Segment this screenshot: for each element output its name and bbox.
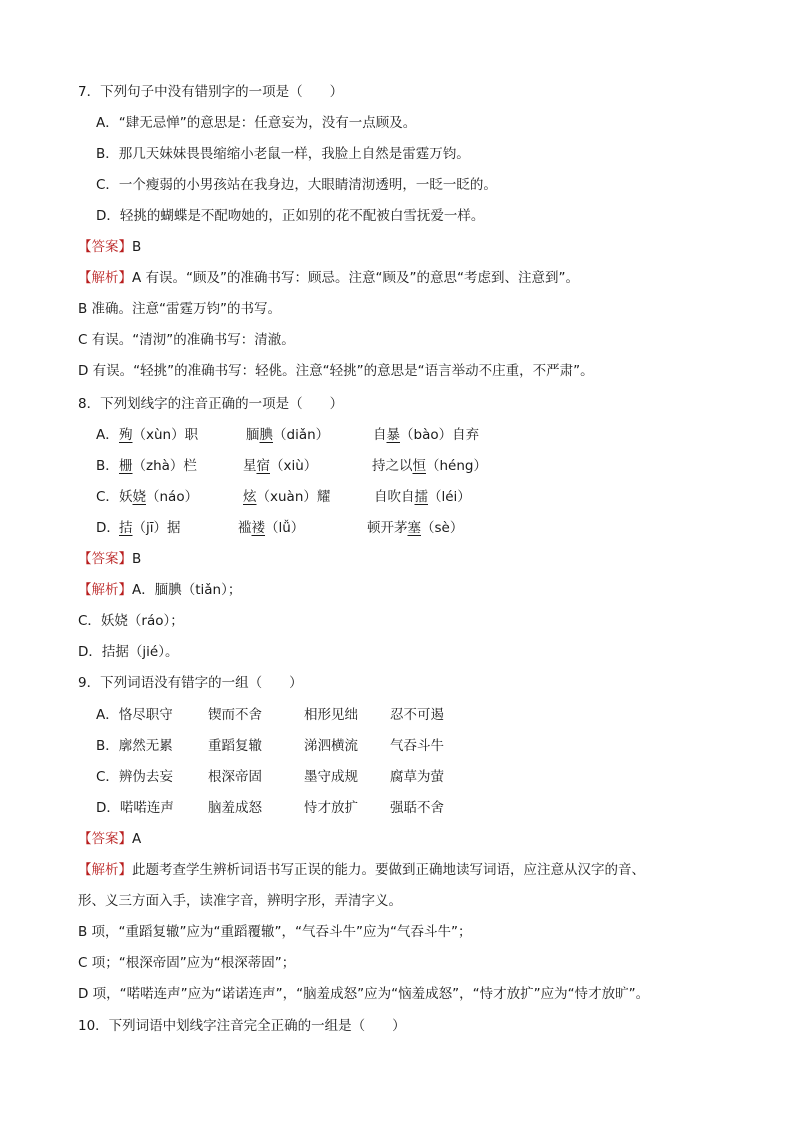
plain-char: 腼 [246, 427, 260, 443]
pinyin-text: （sè） [421, 520, 464, 536]
underlined-char: 娆 [132, 489, 146, 505]
plain-char: 褴 [238, 520, 252, 536]
option-word-4: 气吞斗牛 [390, 738, 444, 754]
option-word-4: 强聒不舍 [390, 800, 444, 816]
option-word-2: 脑羞成怒 [208, 800, 262, 816]
option-word-4: 腐草为萤 [390, 769, 444, 785]
option-item-2 [246, 425, 329, 445]
answer-value: B [132, 239, 142, 255]
q7-analysis-2: B 准确。注意“雷霆万钧”的书写。 [78, 301, 282, 317]
question-9-stem: 9．下列词语没有错字的一组（ ） [78, 675, 303, 691]
answer-tag: 【答案】 [78, 551, 132, 567]
q9-analysis-2: 形、义三方面入手，读准字音，辨明字形，弄清字义。 [78, 893, 402, 909]
pinyin-text: （zhà）栏 [132, 458, 197, 474]
q7-analysis-1 [78, 268, 579, 288]
underlined-char: 宿 [256, 458, 270, 474]
analysis-text: A．腼腆（tiǎn）； [132, 582, 242, 598]
option-item-2 [238, 518, 304, 538]
q8-analysis-2: C．妖娆（ráo）； [78, 613, 184, 629]
pinyin-text: （lǚ） [265, 520, 305, 536]
analysis-tag: 【解析】 [78, 862, 132, 878]
pinyin-text: （náo） [146, 489, 199, 505]
q9-analysis-1 [78, 860, 645, 880]
answer-tag: 【答案】 [78, 239, 132, 255]
pinyin-text: （léi） [428, 489, 471, 505]
option-word-1: B．廓然无累 [96, 738, 173, 754]
option-item-1 [119, 487, 198, 507]
pinyin-text: （xuàn）耀 [256, 489, 331, 505]
q7-answer [78, 237, 141, 257]
underlined-char: 拮 [119, 520, 133, 536]
q9-analysis-5: D 项，“喏喏连声”应为“诺诺连声”，“脑羞成怒”应为“恼羞成怒”，“恃才放扩”应为“恃才放旷”。 [78, 986, 650, 1002]
q7-analysis-3: C 有误。“清沏”的准确书写：清澈。 [78, 332, 295, 348]
underlined-char: 栅 [119, 458, 133, 474]
option-item-3 [367, 518, 463, 538]
option-label: B． [96, 458, 119, 474]
q8-analysis-1 [78, 580, 241, 600]
option-word-2: 锲而不舍 [208, 707, 262, 723]
question-10-stem: 10．下列词语中划线字注音完全正确的一组是（ ） [78, 1018, 406, 1034]
q8-analysis-3: D．拮据（jié）。 [78, 644, 179, 660]
plain-char: 顿开茅 [367, 520, 408, 536]
q8-answer [78, 549, 141, 569]
plain-char: 自吹自 [374, 489, 415, 505]
q7-option-a: A．“肆无忌惮”的意思是：任意妄为，没有一点顾及。 [96, 115, 417, 131]
question-8-stem: 8．下列划线字的注音正确的一项是（ ） [78, 396, 344, 412]
option-word-1: C．辨伪去妄 [96, 769, 173, 785]
q9-answer [78, 829, 141, 849]
option-label: A． [96, 427, 119, 443]
pinyin-text: （xùn）职 [132, 427, 199, 443]
answer-value: B [132, 551, 142, 567]
plain-char: 持之以 [372, 458, 413, 474]
underlined-char: 恒 [412, 458, 426, 474]
pinyin-text: （héng） [426, 458, 487, 474]
option-label: C． [96, 489, 119, 505]
underlined-char: 擂 [414, 489, 428, 505]
q9-analysis-4: C 项；“根深帝固”应为“根深蒂固”； [78, 955, 296, 971]
option-word-3: 相形见绌 [304, 707, 358, 723]
plain-char: 自 [373, 427, 387, 443]
underlined-char: 暴 [386, 427, 400, 443]
answer-value: A [132, 831, 142, 847]
option-word-3: 墨守成规 [304, 769, 358, 785]
pinyin-text: （diǎn） [273, 427, 330, 443]
option-item-1 [119, 425, 198, 445]
analysis-text: A 有误。“顾及”的准确书写：顾忌。注意“顾及”的意思“考虑到、注意到”。 [132, 270, 579, 286]
q7-option-b: B．那几天妹妹畏畏缩缩小老鼠一样，我脸上自然是雷霆万钧。 [96, 146, 470, 162]
analysis-tag: 【解析】 [78, 582, 132, 598]
option-word-1: A．恪尽职守 [96, 707, 173, 723]
plain-char: 妖 [119, 489, 133, 505]
q7-option-d: D．轻挑的蝴蝶是不配吻她的，正如别的花不配被白雪抚爱一样。 [96, 208, 485, 224]
underlined-char: 炫 [243, 489, 257, 505]
question-7-stem: 7．下列句子中没有错别字的一项是（ ） [78, 84, 344, 100]
analysis-text: 此题考查学生辨析词语书写正误的能力。要做到正确地读写词语，应注意从汉字的音、 [132, 862, 645, 878]
option-word-3: 恃才放扩 [304, 800, 358, 816]
underlined-char: 塞 [407, 520, 421, 536]
underlined-char: 殉 [119, 427, 133, 443]
pinyin-text: （jī）据 [132, 520, 181, 536]
pinyin-text: （xiù） [270, 458, 318, 474]
pinyin-text: （bào）自弃 [400, 427, 480, 443]
option-item-3 [374, 487, 471, 507]
option-word-2: 重蹈复辙 [208, 738, 262, 754]
q7-analysis-4: D 有误。“轻挑”的准确书写：轻佻。注意“轻挑”的意思是“语言举动不庄重，不严肃”。 [78, 363, 594, 379]
option-word-1: D．喏喏连声 [96, 800, 174, 816]
option-item-2 [243, 456, 317, 476]
option-label: D． [96, 520, 120, 536]
q9-analysis-3: B 项，“重蹈复辙”应为“重蹈覆辙”，“气吞斗牛”应为“气吞斗牛”； [78, 924, 472, 940]
analysis-tag: 【解析】 [78, 270, 132, 286]
option-item-1 [119, 456, 197, 476]
underlined-char: 腆 [259, 427, 273, 443]
option-word-4: 忍不可遏 [390, 707, 444, 723]
answer-tag: 【答案】 [78, 831, 132, 847]
underlined-char: 褛 [251, 520, 265, 536]
option-item-1 [119, 518, 181, 538]
q7-option-c: C．一个瘦弱的小男孩站在我身边，大眼睛清沏透明，一眨一眨的。 [96, 177, 497, 193]
option-item-3 [372, 456, 487, 476]
option-item-3 [373, 425, 479, 445]
plain-char: 星 [243, 458, 257, 474]
option-word-3: 涕泗横流 [304, 738, 358, 754]
option-word-2: 根深帝固 [208, 769, 262, 785]
option-item-2 [243, 487, 330, 507]
